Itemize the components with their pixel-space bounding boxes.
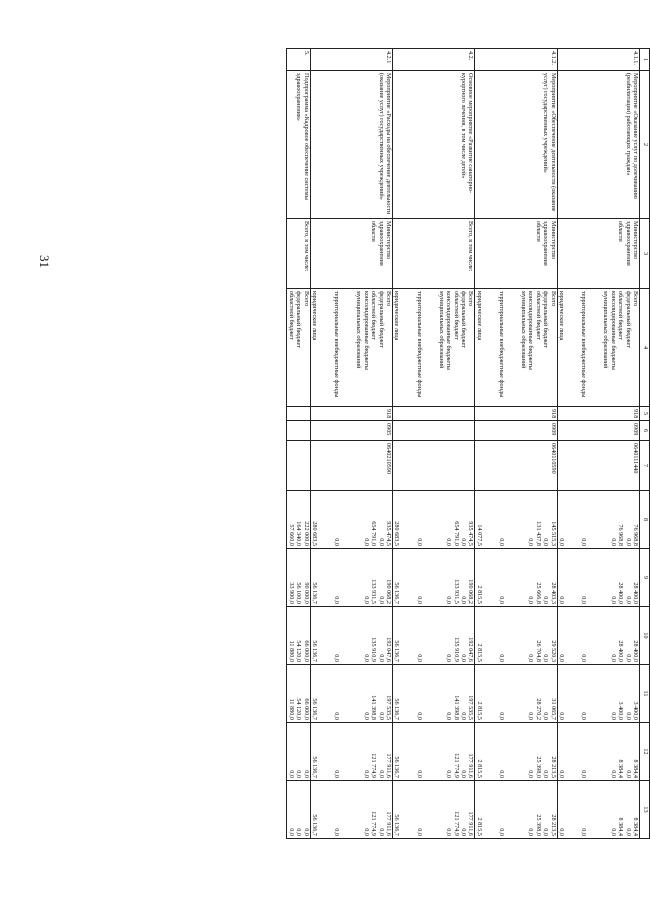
value-cell: 0,0 xyxy=(445,596,453,604)
value-column xyxy=(310,723,392,781)
source-label: федеральный бюджет xyxy=(295,291,303,348)
value-cell: 90 000,0 xyxy=(302,582,310,604)
value-column xyxy=(287,723,310,781)
row-name: Мероприятие «Расходы на обеспечение деятельности (оказание услуг) государственных учреждений» xyxy=(310,71,392,219)
source-label: территориальные внебюджетные фонды xyxy=(415,291,423,398)
value-cell: 0,0 xyxy=(362,654,370,662)
value-cell: 0,0 xyxy=(333,828,341,836)
code-cell xyxy=(392,407,474,421)
source-label: Всего xyxy=(384,291,392,307)
value-cell: 0,0 xyxy=(415,770,423,778)
value-cell: 935 474,5 xyxy=(467,521,475,546)
value-cell: 0,0 xyxy=(459,654,467,662)
value-cell: 0,0 xyxy=(377,596,385,604)
value-cell: 0,0 xyxy=(497,596,505,604)
value-cell: 0,0 xyxy=(542,654,550,662)
value-cell: 0,0 xyxy=(459,712,467,720)
table-body xyxy=(287,49,640,839)
value-cell: 0,0 xyxy=(527,596,535,604)
row-number: 4.2.1 xyxy=(310,49,392,71)
header-cell: 8 xyxy=(640,491,650,549)
value-cell: 0,0 xyxy=(558,538,566,546)
value-cell: 0,0 xyxy=(527,770,535,778)
value-cell: 56 136,7 xyxy=(311,756,319,778)
value-cell: 121 774,9 xyxy=(370,811,378,836)
value-cell: 0,0 xyxy=(415,538,423,546)
code-cell xyxy=(287,441,310,491)
value-cell: 0,0 xyxy=(527,828,535,836)
value-cell: 0,0 xyxy=(302,770,310,778)
value-column xyxy=(392,491,474,549)
value-cell: 0,0 xyxy=(558,654,566,662)
value-cell: 0,0 xyxy=(609,538,617,546)
value-cell: 164 340,0 xyxy=(295,521,303,546)
source-label: территориальные внебюджетные фонды xyxy=(333,291,341,398)
value-column xyxy=(557,549,639,607)
value-cell: 0,0 xyxy=(497,538,505,546)
value-cell: 192 047,6 xyxy=(384,637,392,662)
value-cell: 0,0 xyxy=(497,712,505,720)
value-cell: 28 400,0 xyxy=(617,640,625,662)
source-label: областной бюджет xyxy=(452,291,460,340)
value-cell: 0,0 xyxy=(459,828,467,836)
value-column xyxy=(392,723,474,781)
value-cell: 56 136,7 xyxy=(311,582,319,604)
value-cell: 177 911,6 xyxy=(467,753,475,778)
value-cell: 25 666,8 xyxy=(534,582,542,604)
source-label: юридические лица xyxy=(311,291,319,341)
value-cell: 280 683,5 xyxy=(311,521,319,546)
value-cell: 0,0 xyxy=(580,654,588,662)
value-cell: 177 911,6 xyxy=(467,811,475,836)
source-label: Всего xyxy=(302,291,310,307)
value-cell: 190 068,2 xyxy=(467,579,475,604)
value-cell: 0,0 xyxy=(415,712,423,720)
row-executor: Министерство здравоохранения области xyxy=(310,219,392,289)
code-cell: 918 xyxy=(310,407,392,421)
source-label: областной бюджет xyxy=(370,291,378,340)
value-cell: 29 520,3 xyxy=(549,640,557,662)
value-cell: 0,0 xyxy=(287,828,295,836)
value-cell: 135 910,9 xyxy=(370,637,378,662)
value-cell: 56 136,7 xyxy=(311,640,319,662)
code-cell: 0640210590 xyxy=(310,441,392,491)
value-column xyxy=(287,665,310,723)
value-column xyxy=(392,781,474,839)
source-label: юридические лица xyxy=(558,291,566,341)
value-cell: 0,0 xyxy=(558,712,566,720)
row-number: 4.1.1. xyxy=(557,49,639,71)
code-cell xyxy=(392,441,474,491)
value-cell: 0,0 xyxy=(459,770,467,778)
source-label: консолидированные бюджеты муниципальных образований xyxy=(602,291,617,370)
source-label: областной бюджет xyxy=(534,291,542,340)
value-cell: 0,0 xyxy=(287,770,295,778)
value-cell: 0,0 xyxy=(609,596,617,604)
value-cell: 26 704,8 xyxy=(534,640,542,662)
value-column xyxy=(310,665,392,723)
value-cell: 0,0 xyxy=(362,770,370,778)
value-cell: 0,0 xyxy=(377,712,385,720)
value-cell: 11 880,0 xyxy=(287,698,295,720)
value-cell: 197 535,5 xyxy=(384,695,392,720)
value-cell: 0,0 xyxy=(609,828,617,836)
value-cell: 0,0 xyxy=(459,596,467,604)
table-row xyxy=(392,49,474,839)
header-cell: 12 xyxy=(640,723,650,781)
value-cell: 0,0 xyxy=(542,596,550,604)
row-executor: Всего, в том числе: xyxy=(392,219,474,289)
value-cell: 0,0 xyxy=(333,654,341,662)
value-cell: 8 384,4 xyxy=(617,759,625,778)
value-cell: 2 815,5 xyxy=(475,817,483,836)
value-cell: 31 065,7 xyxy=(549,698,557,720)
table-row xyxy=(557,49,639,839)
value-cell: 0,0 xyxy=(333,596,341,604)
table-row xyxy=(310,49,392,839)
source-label: федеральный бюджет xyxy=(459,291,467,348)
value-column xyxy=(287,607,310,665)
code-cell: 918 xyxy=(475,407,557,421)
value-cell: 28 213,5 xyxy=(549,814,557,836)
value-cell: 190 068,2 xyxy=(384,579,392,604)
value-cell: 0,0 xyxy=(580,596,588,604)
row-executor: Всего, в том числе: xyxy=(287,219,310,289)
value-cell: 0,0 xyxy=(580,712,588,720)
value-cell: 56 136,7 xyxy=(393,640,401,662)
value-cell: 28 270,2 xyxy=(534,698,542,720)
value-cell: 56 100,0 xyxy=(295,582,303,604)
source-label: Всего xyxy=(467,291,475,307)
source-label: областной бюджет xyxy=(287,291,295,340)
value-cell: 0,0 xyxy=(542,712,550,720)
source-label: юридические лица xyxy=(393,291,401,341)
code-cell: 0905 xyxy=(310,421,392,441)
value-column xyxy=(392,607,474,665)
value-cell: 0,0 xyxy=(415,654,423,662)
value-column xyxy=(310,781,392,839)
value-cell: 141 398,8 xyxy=(452,695,460,720)
value-column xyxy=(287,549,310,607)
header-cell: 13 xyxy=(640,781,650,839)
source-label: федеральный бюджет xyxy=(377,291,385,348)
value-cell: 0,0 xyxy=(527,712,535,720)
value-cell: 3 400,0 xyxy=(617,701,625,720)
source-label: консолидированные бюджеты муниципальных образований xyxy=(520,291,535,370)
value-cell: 0,0 xyxy=(415,828,423,836)
value-column xyxy=(310,549,392,607)
value-cell: 0,0 xyxy=(377,654,385,662)
row-executor: Министерство здравоохранения области xyxy=(475,219,557,289)
source-label: консолидированные бюджеты муниципальных образований xyxy=(437,291,453,370)
value-column xyxy=(475,549,557,607)
value-cell: 56 136,7 xyxy=(393,698,401,720)
header-cell: 6 xyxy=(640,421,650,441)
source-list xyxy=(310,289,392,407)
header-cell: 11 xyxy=(640,665,650,723)
value-cell: 0,0 xyxy=(415,596,423,604)
value-cell: 141 398,8 xyxy=(370,695,378,720)
value-column xyxy=(392,665,474,723)
value-column xyxy=(310,607,392,665)
value-cell: 28 403,3 xyxy=(549,582,557,604)
row-number: 4.1.2. xyxy=(475,49,557,71)
row-name: Основное мероприятие «Развитие санаторно-курортного лечения, в том числе детей» xyxy=(392,71,474,219)
value-cell: 0,0 xyxy=(362,712,370,720)
value-cell: 0,0 xyxy=(580,828,588,836)
code-cell: 0640111440 xyxy=(557,441,639,491)
value-cell: 0,0 xyxy=(362,828,370,836)
value-cell: 135 910,9 xyxy=(452,637,460,662)
header-cell: 9 xyxy=(640,549,650,607)
code-cell xyxy=(287,407,310,421)
value-cell: 0,0 xyxy=(302,828,310,836)
source-list xyxy=(557,289,639,407)
value-cell: 0,0 xyxy=(580,538,588,546)
source-label: областной бюджет xyxy=(617,291,625,340)
value-column xyxy=(310,491,392,549)
value-cell: 0,0 xyxy=(445,538,453,546)
value-cell: 2 815,5 xyxy=(475,585,483,604)
value-cell: 222 000,0 xyxy=(302,521,310,546)
value-cell: 0,0 xyxy=(445,654,453,662)
value-cell: 76 968,8 xyxy=(632,524,639,546)
value-cell: 28 213,5 xyxy=(549,756,557,778)
value-cell: 0,0 xyxy=(377,828,385,836)
value-cell: 121 774,9 xyxy=(452,811,460,836)
value-column xyxy=(557,781,639,839)
value-cell: 0,0 xyxy=(527,538,535,546)
value-cell: 8 384,4 xyxy=(632,759,639,778)
value-cell: 3 400,0 xyxy=(632,701,639,720)
rotated-table-wrapper xyxy=(110,48,650,838)
value-cell: 0,0 xyxy=(542,828,550,836)
source-label: консолидированные бюджеты муниципальных образований xyxy=(355,291,370,370)
row-name: Мероприятие «Обеспечение деятельности (оказание услуг) государственных учреждений» xyxy=(475,71,557,219)
row-name: Подпрограмма «Кадровое обеспечение системы здравоохранения» xyxy=(287,71,310,219)
value-column xyxy=(475,607,557,665)
value-cell: 0,0 xyxy=(624,596,632,604)
value-cell: 0,0 xyxy=(445,712,453,720)
value-cell: 66 000,0 xyxy=(302,698,310,720)
value-cell: 0,0 xyxy=(362,538,370,546)
value-cell: 0,0 xyxy=(295,770,303,778)
value-cell: 25 398,0 xyxy=(534,756,542,778)
table-row xyxy=(287,49,310,839)
value-cell: 131 437,8 xyxy=(534,521,542,546)
value-cell: 54 120,0 xyxy=(295,640,303,662)
source-label: федеральный бюджет xyxy=(624,291,632,348)
code-cell: 0909 xyxy=(557,421,639,441)
value-cell: 0,0 xyxy=(445,828,453,836)
value-cell: 2 815,5 xyxy=(475,701,483,720)
source-label: Всего xyxy=(632,291,639,307)
value-cell: 0,0 xyxy=(497,770,505,778)
source-label: юридические лица xyxy=(475,291,483,341)
value-cell: 654 791,0 xyxy=(370,521,378,546)
value-cell: 2 815,5 xyxy=(475,643,483,662)
value-cell: 0,0 xyxy=(362,596,370,604)
code-cell: 0909 xyxy=(475,421,557,441)
value-cell: 0,0 xyxy=(624,712,632,720)
value-cell: 0,0 xyxy=(333,538,341,546)
code-cell: 0640110590 xyxy=(475,441,557,491)
value-column xyxy=(557,665,639,723)
value-cell: 133 931,5 xyxy=(452,579,460,604)
value-cell: 0,0 xyxy=(609,770,617,778)
value-cell: 654 791,0 xyxy=(452,521,460,546)
value-cell: 0,0 xyxy=(624,828,632,836)
header-cell: 10 xyxy=(640,607,650,665)
value-cell: 56 136,7 xyxy=(393,756,401,778)
value-cell: 54 120,0 xyxy=(295,698,303,720)
value-cell: 28 400,0 xyxy=(632,582,639,604)
value-cell: 76 968,8 xyxy=(617,524,625,546)
value-cell: 66 000,0 xyxy=(302,640,310,662)
value-cell: 0,0 xyxy=(542,770,550,778)
value-cell: 0,0 xyxy=(333,712,341,720)
value-cell: 56 136,7 xyxy=(311,698,319,720)
value-cell: 0,0 xyxy=(558,596,566,604)
value-column xyxy=(475,781,557,839)
value-column xyxy=(287,781,310,839)
value-cell: 0,0 xyxy=(558,828,566,836)
source-label: Всего xyxy=(549,291,557,307)
value-cell: 197 535,5 xyxy=(467,695,475,720)
header-row xyxy=(640,49,650,839)
source-list xyxy=(475,289,557,407)
source-label: территориальные внебюджетные фонды xyxy=(497,291,505,398)
value-cell: 2 815,5 xyxy=(475,759,483,778)
source-label: территориальные внебюджетные фонды xyxy=(580,291,588,398)
value-cell: 0,0 xyxy=(333,770,341,778)
value-cell: 0,0 xyxy=(624,538,632,546)
value-cell: 57 660,0 xyxy=(287,524,295,546)
value-column xyxy=(475,665,557,723)
value-cell: 0,0 xyxy=(377,770,385,778)
value-cell: 14 077,5 xyxy=(475,524,483,546)
value-cell: 0,0 xyxy=(580,770,588,778)
value-cell: 0,0 xyxy=(527,654,535,662)
value-cell: 0,0 xyxy=(497,828,505,836)
value-cell: 0,0 xyxy=(295,828,303,836)
row-name: Мероприятие «Оказание услуг по долечиванию (реабилитации) работающих граждан» xyxy=(557,71,639,219)
value-cell: 0,0 xyxy=(445,770,453,778)
value-cell: 280 683,5 xyxy=(393,521,401,546)
header-cell: 7 xyxy=(640,441,650,491)
value-column xyxy=(557,491,639,549)
value-cell: 0,0 xyxy=(377,538,385,546)
header-cell: 4 xyxy=(640,289,650,407)
value-cell: 0,0 xyxy=(459,538,467,546)
value-cell: 56 136,7 xyxy=(393,814,401,836)
value-column xyxy=(475,491,557,549)
value-cell: 0,0 xyxy=(609,654,617,662)
row-executor: Министерство здравоохранения области xyxy=(557,219,639,289)
value-cell: 8 384,4 xyxy=(632,817,639,836)
value-cell: 145 515,3 xyxy=(549,521,557,546)
value-cell: 28 400,0 xyxy=(632,640,639,662)
value-cell: 0,0 xyxy=(609,712,617,720)
value-column xyxy=(287,491,310,549)
code-cell xyxy=(287,421,310,441)
value-cell: 177 911,6 xyxy=(384,811,392,836)
row-number: 5. xyxy=(287,49,310,71)
value-cell: 121 774,9 xyxy=(370,753,378,778)
value-column xyxy=(475,723,557,781)
value-cell: 11 880,0 xyxy=(287,640,295,662)
value-cell: 0,0 xyxy=(624,770,632,778)
source-label: федеральный бюджет xyxy=(542,291,550,348)
value-cell: 935 474,5 xyxy=(384,521,392,546)
header-cell: 5 xyxy=(640,407,650,421)
source-list xyxy=(392,289,474,407)
value-cell: 133 931,5 xyxy=(370,579,378,604)
value-column xyxy=(392,549,474,607)
value-cell: 192 047,6 xyxy=(467,637,475,662)
budget-table xyxy=(286,48,650,839)
code-cell xyxy=(392,421,474,441)
value-cell: 56 136,7 xyxy=(311,814,319,836)
table-row xyxy=(475,49,557,839)
value-cell: 25 398,0 xyxy=(534,814,542,836)
header-cell: 2 xyxy=(640,71,650,219)
value-column xyxy=(557,723,639,781)
value-cell: 8 384,4 xyxy=(617,817,625,836)
header-cell: 3 xyxy=(640,219,650,289)
table-sheet xyxy=(110,48,650,838)
code-cell: 918 xyxy=(557,407,639,421)
value-cell: 0,0 xyxy=(624,654,632,662)
value-cell: 0,0 xyxy=(542,538,550,546)
value-cell: 121 774,9 xyxy=(452,753,460,778)
value-cell: 0,0 xyxy=(558,770,566,778)
row-number: 4.2. xyxy=(392,49,474,71)
value-cell: 0,0 xyxy=(497,654,505,662)
value-cell: 177 911,6 xyxy=(384,753,392,778)
value-column xyxy=(557,607,639,665)
page-number: 31 xyxy=(37,255,52,268)
header-cell: 1 xyxy=(640,49,650,71)
value-cell: 28 400,0 xyxy=(617,582,625,604)
value-cell: 56 136,7 xyxy=(393,582,401,604)
value-cell: 33 900,0 xyxy=(287,582,295,604)
source-list xyxy=(287,289,310,407)
